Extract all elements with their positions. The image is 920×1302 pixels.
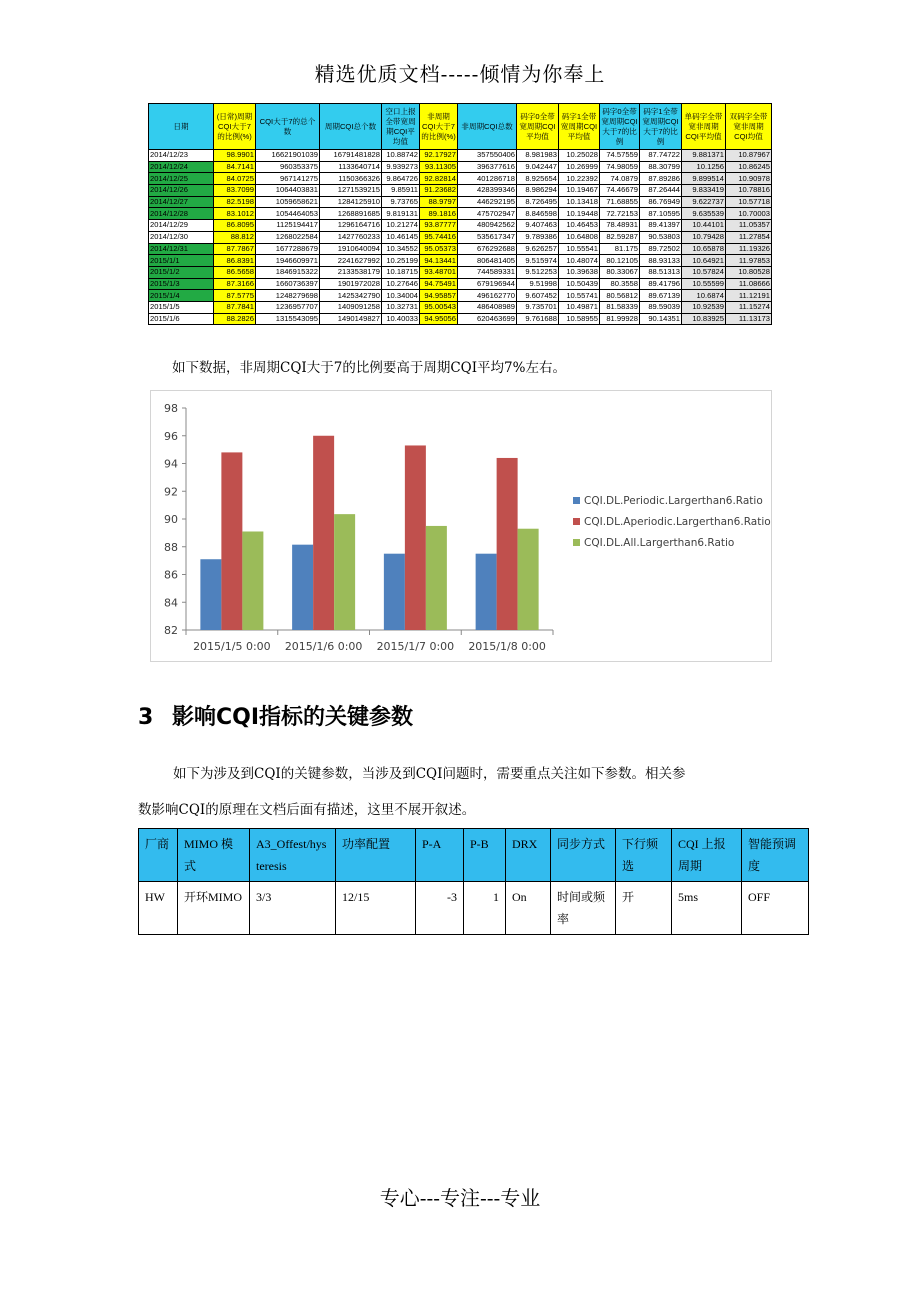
value-cell: 89.72502 — [640, 243, 682, 255]
value-cell: 10.6874 — [682, 290, 726, 302]
value-cell: 9.407463 — [517, 220, 559, 232]
date-cell: 2014/12/25 — [149, 173, 214, 185]
value-cell: 93.87777 — [420, 220, 458, 232]
value-cell: 95.05373 — [420, 243, 458, 255]
date-cell: 2015/1/3 — [149, 278, 214, 290]
value-cell: 1296164716 — [320, 220, 382, 232]
value-cell: 92.17927 — [420, 150, 458, 162]
table-row — [149, 278, 772, 290]
value-cell: 446292195 — [458, 196, 517, 208]
value-cell: 10.65878 — [682, 243, 726, 255]
value-cell: 10.90978 — [726, 173, 772, 185]
value-cell: 10.80528 — [726, 266, 772, 278]
value-cell: 1425342790 — [320, 290, 382, 302]
x-tick-label: 2015/1/7 0:00 — [376, 640, 455, 653]
cqi-bar-chart — [150, 390, 772, 662]
cqi-data-table — [148, 103, 772, 325]
value-cell: 10.78816 — [726, 185, 772, 197]
value-cell: 88.30799 — [640, 161, 682, 173]
date-cell: 2015/1/4 — [149, 290, 214, 302]
param-header: 功率配置 — [336, 829, 416, 882]
value-cell: 9.626257 — [517, 243, 559, 255]
value-cell: 88.812 — [214, 231, 256, 243]
value-cell: 11.19326 — [726, 243, 772, 255]
value-cell: 87.5775 — [214, 290, 256, 302]
value-cell: 1427760233 — [320, 231, 382, 243]
value-cell: 401286718 — [458, 173, 517, 185]
value-cell: 9.761688 — [517, 313, 559, 325]
value-cell: 10.70003 — [726, 208, 772, 220]
value-cell: 1125194417 — [256, 220, 320, 232]
value-cell: 1248279698 — [256, 290, 320, 302]
param-value: 12/15 — [336, 882, 416, 935]
value-cell: 1284125910 — [320, 196, 382, 208]
value-cell: 10.48074 — [559, 255, 600, 267]
value-cell: 10.55599 — [682, 278, 726, 290]
value-cell: 11.15274 — [726, 301, 772, 313]
value-cell: 83.7099 — [214, 185, 256, 197]
value-cell: 10.34552 — [382, 243, 420, 255]
col-header: 日期 — [149, 104, 214, 150]
value-cell: 10.58955 — [559, 313, 600, 325]
param-header: 下行频选 — [616, 829, 672, 882]
value-cell: 11.05357 — [726, 220, 772, 232]
value-cell: 10.13418 — [559, 196, 600, 208]
value-cell: 10.83925 — [682, 313, 726, 325]
col-header: 双码字全带宽非周期CQI均值 — [726, 104, 772, 150]
value-cell: 82.5198 — [214, 196, 256, 208]
date-cell: 2014/12/24 — [149, 161, 214, 173]
date-cell: 2014/12/23 — [149, 150, 214, 162]
value-cell: 676292688 — [458, 243, 517, 255]
value-cell: 9.515974 — [517, 255, 559, 267]
value-cell: 1846915322 — [256, 266, 320, 278]
value-cell: 90.53803 — [640, 231, 682, 243]
value-cell: 87.10595 — [640, 208, 682, 220]
value-cell: 357550406 — [458, 150, 517, 162]
param-value: 1 — [464, 882, 506, 935]
value-cell: 9.819131 — [382, 208, 420, 220]
value-cell: 10.87967 — [726, 150, 772, 162]
value-cell: 11.12191 — [726, 290, 772, 302]
chart-note: 如下数据，非周期CQI大于7的比例要高于周期CQI平均7%左右。 — [172, 360, 566, 376]
value-cell: 93.48701 — [420, 266, 458, 278]
value-cell: 80.33067 — [600, 266, 640, 278]
section-title: 影响CQI指标的关键参数 — [172, 705, 414, 730]
value-cell: 94.13441 — [420, 255, 458, 267]
value-cell: 81.99928 — [600, 313, 640, 325]
value-cell: 967141275 — [256, 173, 320, 185]
value-cell: 10.92539 — [682, 301, 726, 313]
value-cell: 9.635539 — [682, 208, 726, 220]
value-cell: 10.26999 — [559, 161, 600, 173]
value-cell: 10.46145 — [382, 231, 420, 243]
chart-svg — [151, 391, 771, 661]
value-cell: 88.2826 — [214, 313, 256, 325]
value-cell: 806481405 — [458, 255, 517, 267]
value-cell: 10.55741 — [559, 290, 600, 302]
value-cell: 1315543095 — [256, 313, 320, 325]
value-cell: 1677288679 — [256, 243, 320, 255]
col-header: CQI大于7的总个数 — [256, 104, 320, 150]
value-cell: 10.21274 — [382, 220, 420, 232]
bar — [497, 458, 518, 630]
value-cell: 87.3166 — [214, 278, 256, 290]
y-tick-label: 92 — [164, 485, 178, 499]
value-cell: 10.57718 — [726, 196, 772, 208]
value-cell: 11.97853 — [726, 255, 772, 267]
value-cell: 10.32731 — [382, 301, 420, 313]
value-cell: 620463699 — [458, 313, 517, 325]
value-cell: 10.88742 — [382, 150, 420, 162]
value-cell: 91.23682 — [420, 185, 458, 197]
value-cell: 2133538179 — [320, 266, 382, 278]
param-value: 时间或频率 — [551, 882, 616, 935]
table-row — [149, 196, 772, 208]
value-cell: 10.18715 — [382, 266, 420, 278]
table-row — [149, 208, 772, 220]
date-cell: 2015/1/1 — [149, 255, 214, 267]
value-cell: 95.00543 — [420, 301, 458, 313]
value-cell: 88.93133 — [640, 255, 682, 267]
param-value: 开环MIMO — [178, 882, 250, 935]
value-cell: 396377616 — [458, 161, 517, 173]
value-cell: 9.85911 — [382, 185, 420, 197]
value-cell: 74.46679 — [600, 185, 640, 197]
value-cell: 10.79428 — [682, 231, 726, 243]
param-header-row — [139, 829, 809, 882]
value-cell: 1660736397 — [256, 278, 320, 290]
x-tick-label: 2015/1/6 0:00 — [284, 640, 363, 653]
value-cell: 74.0879 — [600, 173, 640, 185]
value-cell: 11.27854 — [726, 231, 772, 243]
value-cell: 10.44101 — [682, 220, 726, 232]
value-cell: 9.73765 — [382, 196, 420, 208]
value-cell: 9.51998 — [517, 278, 559, 290]
bar — [476, 554, 497, 630]
date-cell: 2015/1/6 — [149, 313, 214, 325]
section-number: 3 — [138, 705, 154, 730]
y-tick-label: 84 — [164, 596, 178, 610]
table-row — [149, 231, 772, 243]
value-cell: 74.98059 — [600, 161, 640, 173]
value-cell: 94.95857 — [420, 290, 458, 302]
table-row — [149, 220, 772, 232]
value-cell: 10.57824 — [682, 266, 726, 278]
col-header: 码字0全带宽周期CQI大于7的比例 — [600, 104, 640, 150]
paragraph-line-1: 如下为涉及到CQI的关键参数，当涉及到CQI问题时，需要重点关注如下参数。相关参 — [173, 766, 686, 782]
value-cell: 82.59287 — [600, 231, 640, 243]
param-value: 开 — [616, 882, 672, 935]
value-cell: 83.1012 — [214, 208, 256, 220]
value-cell: 1236957707 — [256, 301, 320, 313]
col-header: 单码字全带宽非周期CQI平均值 — [682, 104, 726, 150]
value-cell: 10.49871 — [559, 301, 600, 313]
value-cell: 10.34004 — [382, 290, 420, 302]
value-cell: 86.8391 — [214, 255, 256, 267]
value-cell: 1059658621 — [256, 196, 320, 208]
bar — [384, 554, 405, 630]
table-row — [149, 301, 772, 313]
value-cell: 71.68855 — [600, 196, 640, 208]
value-cell: 92.82814 — [420, 173, 458, 185]
legend-swatch — [573, 497, 580, 504]
value-cell: 16791481828 — [320, 150, 382, 162]
value-cell: 10.1256 — [682, 161, 726, 173]
value-cell: 1901972028 — [320, 278, 382, 290]
bar — [313, 436, 334, 630]
table-row — [149, 161, 772, 173]
value-cell: 81.58339 — [600, 301, 640, 313]
value-cell: 1409091258 — [320, 301, 382, 313]
param-value: -3 — [416, 882, 464, 935]
value-cell: 1910640094 — [320, 243, 382, 255]
bar — [426, 526, 447, 630]
param-value: HW — [139, 882, 178, 935]
bar — [405, 445, 426, 630]
bar — [518, 529, 539, 630]
value-cell: 87.7841 — [214, 301, 256, 313]
value-cell: 9.512253 — [517, 266, 559, 278]
section-heading — [138, 700, 413, 731]
value-cell: 81.175 — [600, 243, 640, 255]
date-cell: 2014/12/26 — [149, 185, 214, 197]
value-cell: 89.41397 — [640, 220, 682, 232]
date-cell: 2014/12/28 — [149, 208, 214, 220]
col-header: 码字0全带宽周期CQI平均值 — [517, 104, 559, 150]
table-row — [149, 150, 772, 162]
value-cell: 89.1816 — [420, 208, 458, 220]
value-cell: 1271539215 — [320, 185, 382, 197]
value-cell: 10.25028 — [559, 150, 600, 162]
param-header: P-A — [416, 829, 464, 882]
param-value: OFF — [742, 882, 809, 935]
value-cell: 1054464053 — [256, 208, 320, 220]
value-cell: 9.833419 — [682, 185, 726, 197]
value-cell: 1150366326 — [320, 173, 382, 185]
value-cell: 74.57559 — [600, 150, 640, 162]
param-table — [138, 828, 809, 935]
col-header: 码字1全带宽周期CQI平均值 — [559, 104, 600, 150]
y-tick-label: 98 — [164, 402, 178, 415]
bar — [242, 531, 263, 630]
value-cell: 84.7141 — [214, 161, 256, 173]
value-cell: 93.11305 — [420, 161, 458, 173]
value-cell: 9.899514 — [682, 173, 726, 185]
param-header: 厂商 — [139, 829, 178, 882]
value-cell: 10.40033 — [382, 313, 420, 325]
bar — [334, 514, 355, 630]
bar — [200, 559, 221, 630]
value-cell: 95.74416 — [420, 231, 458, 243]
value-cell: 496162770 — [458, 290, 517, 302]
value-cell: 16621901039 — [256, 150, 320, 162]
value-cell: 86.5658 — [214, 266, 256, 278]
value-cell: 88.9797 — [420, 196, 458, 208]
page-header: 精选优质文档-----倾情为你奉上 — [314, 62, 606, 86]
value-cell: 86.8095 — [214, 220, 256, 232]
value-cell: 9.789386 — [517, 231, 559, 243]
value-cell: 10.19448 — [559, 208, 600, 220]
value-cell: 80.12105 — [600, 255, 640, 267]
value-cell: 11.13173 — [726, 313, 772, 325]
param-header: 智能预调度 — [742, 829, 809, 882]
date-cell: 2015/1/5 — [149, 301, 214, 313]
section-paragraph — [138, 756, 808, 828]
date-cell: 2014/12/27 — [149, 196, 214, 208]
value-cell: 8.846598 — [517, 208, 559, 220]
value-cell: 1268022584 — [256, 231, 320, 243]
param-value: 5ms — [672, 882, 742, 935]
y-tick-label: 82 — [164, 624, 178, 637]
value-cell: 1946609971 — [256, 255, 320, 267]
legend-label: CQI.DL.Periodic.Largerthan6.Ratio — [584, 495, 763, 507]
value-cell: 89.59039 — [640, 301, 682, 313]
value-cell: 9.881371 — [682, 150, 726, 162]
param-header: CQI 上报周期 — [672, 829, 742, 882]
table-row — [149, 185, 772, 197]
legend-label: CQI.DL.Aperiodic.Largerthan6.Ratio — [584, 516, 771, 528]
value-cell: 744589331 — [458, 266, 517, 278]
value-cell: 87.26444 — [640, 185, 682, 197]
x-tick-label: 2015/1/5 0:00 — [193, 640, 271, 653]
value-cell: 10.64921 — [682, 255, 726, 267]
col-header: 非周期CQI大于7的比例(%) — [420, 104, 458, 150]
col-header: 空口上报全带宽周期CQI平均值 — [382, 104, 420, 150]
value-cell: 94.75491 — [420, 278, 458, 290]
table-row — [149, 266, 772, 278]
value-cell: 9.622737 — [682, 196, 726, 208]
value-cell: 1133640714 — [320, 161, 382, 173]
value-cell: 9.735701 — [517, 301, 559, 313]
value-cell: 10.86245 — [726, 161, 772, 173]
bar — [292, 545, 313, 630]
table-row — [149, 255, 772, 267]
param-value: On — [506, 882, 551, 935]
value-cell: 475702947 — [458, 208, 517, 220]
table-row — [149, 243, 772, 255]
value-cell: 10.19467 — [559, 185, 600, 197]
value-cell: 8.981983 — [517, 150, 559, 162]
col-header: 码字1全带宽周期CQI大于7的比例 — [640, 104, 682, 150]
legend-label: CQI.DL.All.Largerthan6.Ratio — [584, 537, 735, 549]
value-cell: 8.726495 — [517, 196, 559, 208]
y-tick-label: 90 — [164, 513, 178, 526]
y-tick-label: 96 — [164, 429, 178, 443]
value-cell: 10.25199 — [382, 255, 420, 267]
value-cell: 679196944 — [458, 278, 517, 290]
value-cell: 94.95056 — [420, 313, 458, 325]
value-cell: 960353375 — [256, 161, 320, 173]
value-cell: 1064403831 — [256, 185, 320, 197]
value-cell: 10.46453 — [559, 220, 600, 232]
legend-swatch — [573, 539, 580, 546]
value-cell: 10.39638 — [559, 266, 600, 278]
param-value-row — [139, 882, 809, 935]
table-row — [149, 313, 772, 325]
value-cell: 9.939273 — [382, 161, 420, 173]
value-cell: 10.27646 — [382, 278, 420, 290]
value-cell: 10.55541 — [559, 243, 600, 255]
value-cell: 486408989 — [458, 301, 517, 313]
col-header: 周期CQI总个数 — [320, 104, 382, 150]
value-cell: 80.56812 — [600, 290, 640, 302]
date-cell: 2014/12/29 — [149, 220, 214, 232]
value-cell: 90.14351 — [640, 313, 682, 325]
value-cell: 87.74722 — [640, 150, 682, 162]
bar — [221, 452, 242, 630]
param-header: 同步方式 — [551, 829, 616, 882]
value-cell: 10.22392 — [559, 173, 600, 185]
col-header: 非周期CQI总数 — [458, 104, 517, 150]
value-cell: 535617347 — [458, 231, 517, 243]
value-cell: 9.864726 — [382, 173, 420, 185]
paragraph-line-2: 数影响CQI的原理在文档后面有描述，这里不展开叙述。 — [138, 802, 476, 818]
value-cell: 88.51313 — [640, 266, 682, 278]
param-header: DRX — [506, 829, 551, 882]
legend-swatch — [573, 518, 580, 525]
value-cell: 428399346 — [458, 185, 517, 197]
value-cell: 2241627992 — [320, 255, 382, 267]
value-cell: 87.89286 — [640, 173, 682, 185]
page-footer: 专心---专注---专业 — [379, 1186, 541, 1210]
value-cell: 1490149827 — [320, 313, 382, 325]
value-cell: 11.08666 — [726, 278, 772, 290]
value-cell: 86.76949 — [640, 196, 682, 208]
value-cell: 9.042447 — [517, 161, 559, 173]
value-cell: 10.64808 — [559, 231, 600, 243]
x-tick-label: 2015/1/8 0:00 — [468, 640, 546, 653]
value-cell: 84.0725 — [214, 173, 256, 185]
col-header: (日常)周期CQI大于7的比例(%) — [214, 104, 256, 150]
date-cell: 2015/1/2 — [149, 266, 214, 278]
y-tick-label: 86 — [164, 568, 178, 582]
date-cell: 2014/12/31 — [149, 243, 214, 255]
y-tick-label: 94 — [164, 457, 178, 471]
value-cell: 8.986294 — [517, 185, 559, 197]
param-header: A3_Offest/hysteresis — [250, 829, 336, 882]
value-cell: 87.7867 — [214, 243, 256, 255]
value-cell: 80.3558 — [600, 278, 640, 290]
value-cell: 1268891685 — [320, 208, 382, 220]
value-cell: 9.607452 — [517, 290, 559, 302]
value-cell: 10.50439 — [559, 278, 600, 290]
param-header: MIMO 模式 — [178, 829, 250, 882]
table-row — [149, 173, 772, 185]
value-cell: 72.72153 — [600, 208, 640, 220]
cqi-table-header-row — [149, 104, 772, 150]
param-header: P-B — [464, 829, 506, 882]
value-cell: 480942562 — [458, 220, 517, 232]
y-tick-label: 88 — [164, 540, 178, 554]
value-cell: 98.9901 — [214, 150, 256, 162]
value-cell: 78.48931 — [600, 220, 640, 232]
value-cell: 89.67139 — [640, 290, 682, 302]
value-cell: 89.41796 — [640, 278, 682, 290]
value-cell: 8.925654 — [517, 173, 559, 185]
table-row — [149, 290, 772, 302]
param-value: 3/3 — [250, 882, 336, 935]
date-cell: 2014/12/30 — [149, 231, 214, 243]
